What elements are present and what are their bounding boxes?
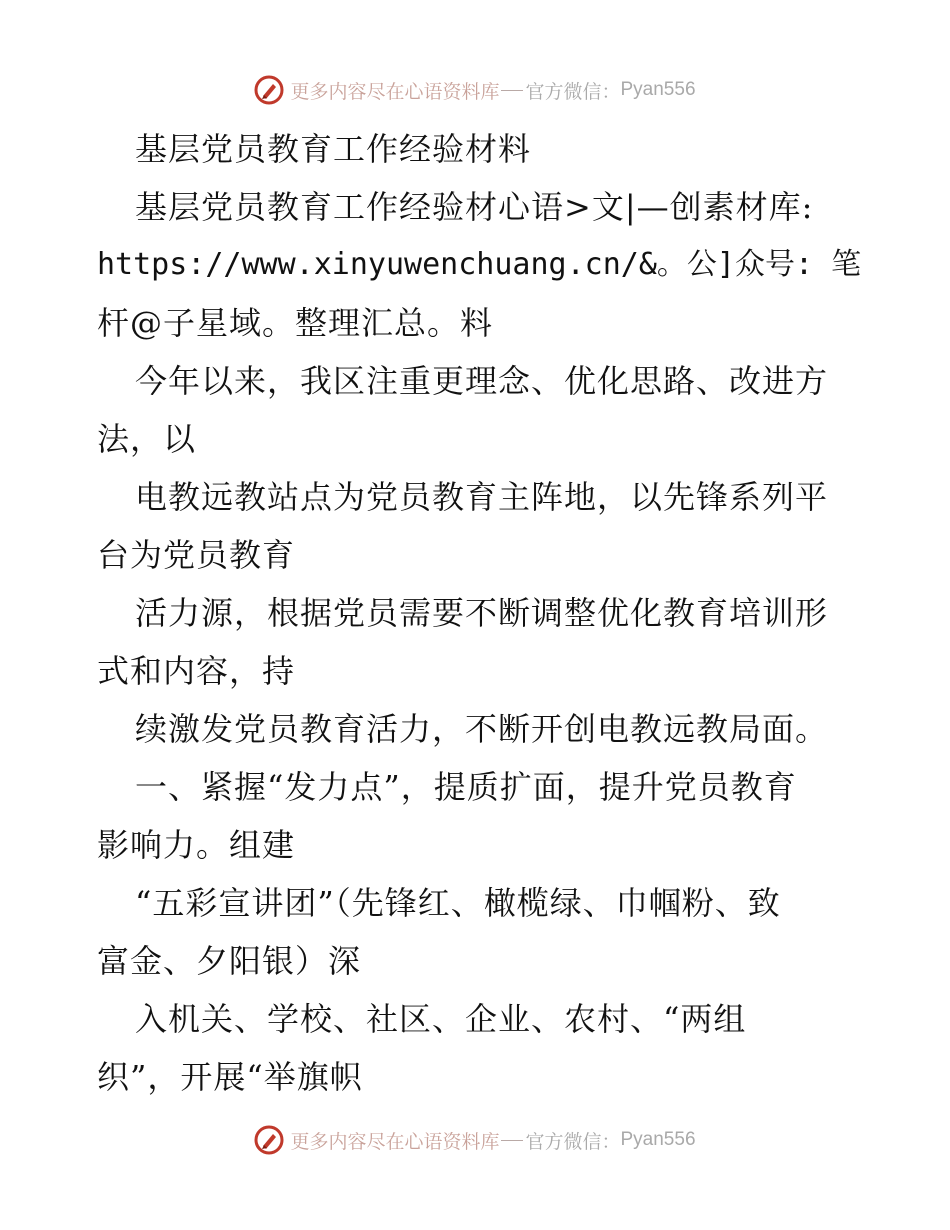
doc-line: 织”，开展“举旗帜 <box>97 1058 363 1096</box>
doc-line: https://www.xinyuwenchuang.cn/&。公]众号: 笔 <box>97 247 862 282</box>
doc-line: 法，以 <box>97 420 197 458</box>
banner-dash <box>501 1140 523 1141</box>
doc-line: “五彩宣讲团”（先锋红、橄榄绿、巾帼粉、致 <box>135 884 781 922</box>
doc-line: 入机关、学校、社区、企业、农村、“两组 <box>135 1000 747 1038</box>
doc-line: 富金、夕阳银）深 <box>97 942 362 980</box>
doc-line: 式和内容，持 <box>97 652 296 690</box>
doc-line: 活力源，根据党员需要不断调整优化教育培训形 <box>135 594 829 632</box>
document-body <box>97 120 862 1106</box>
banner-slogan: 更多内容尽在心语资料库 <box>290 80 500 103</box>
banner-dash <box>501 90 523 91</box>
doc-line: 电教远教站点为党员教育主阵地，以先锋系列平 <box>135 478 829 516</box>
pen-logo-icon <box>254 75 284 105</box>
banner-slogan: 更多内容尽在心语资料库 <box>290 1130 500 1153</box>
doc-line: 基层党员教育工作经验材心语>文|—创素材库: <box>135 188 814 226</box>
banner-wechat-id: Pyan556 <box>620 1129 696 1150</box>
banner-wechat-label: 官方微信： <box>525 1130 621 1153</box>
doc-title: 基层党员教育工作经验材料 <box>135 130 532 168</box>
pen-logo-icon <box>254 1125 284 1155</box>
footer-banner <box>0 1120 950 1160</box>
banner-wechat-label: 官方微信： <box>525 80 621 103</box>
doc-line: 台为党员教育 <box>97 536 296 574</box>
doc-line: 杆@子星域。整理汇总。料 <box>97 304 494 342</box>
doc-section-heading: 一、紧握“发力点”，提质扩面，提升党员教育 <box>135 768 797 806</box>
doc-line: 续激发党员教育活力，不断开创电教远教局面。 <box>135 710 829 748</box>
banner-wechat-id: Pyan556 <box>620 79 696 100</box>
doc-line: 今年以来，我区注重更理念、优化思路、改进方 <box>135 362 829 400</box>
doc-line: 影响力。组建 <box>97 826 296 864</box>
header-banner <box>0 70 950 110</box>
